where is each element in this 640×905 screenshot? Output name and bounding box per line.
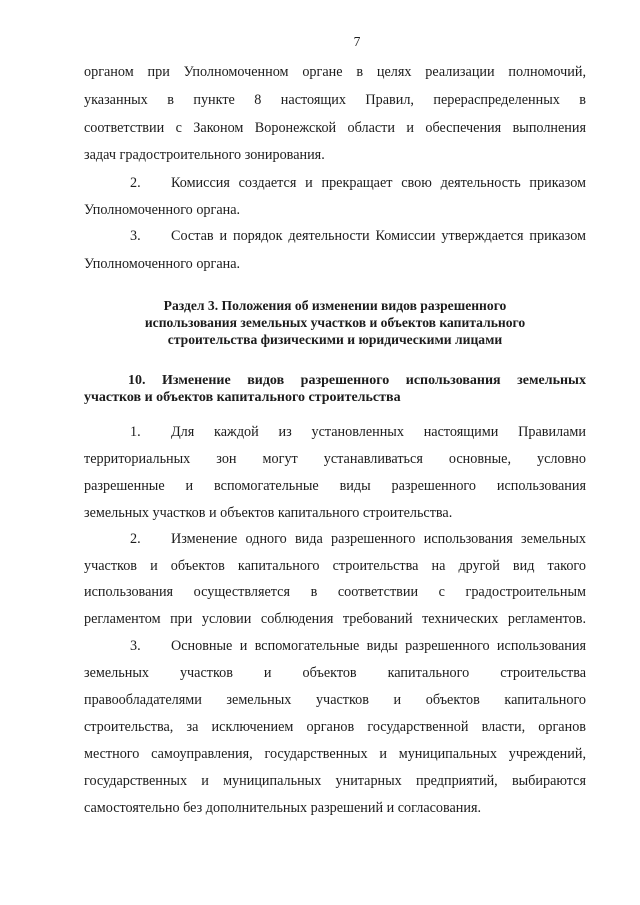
section-heading-line: Раздел 3. Положения об изменении видов разрешенного	[163, 298, 507, 313]
paragraph-line: строительства, за исключением органов государственной власти, органов	[84, 719, 586, 735]
paragraph-line: местного самоуправления, государственных и муниципальных учреждений,	[84, 746, 586, 762]
paragraph-line: земельных участков и объектов капитального строительства.	[84, 505, 453, 521]
paragraph-line: самостоятельно без дополнительных разрешений и согласования.	[84, 800, 482, 816]
list-item-line	[84, 423, 586, 441]
paragraph-line: использования осуществляется в соответствии с градостроительным	[84, 584, 586, 600]
item-number: 3.	[130, 638, 141, 654]
item-number: 2.	[130, 175, 141, 191]
item-number: 3.	[130, 228, 141, 244]
item-text: Комиссия создается и прекращает свою деятельность приказом	[171, 175, 586, 191]
subsection-heading-line: 10. Изменение видов разрешенного использования земельных	[128, 373, 586, 388]
paragraph-line: указанных в пункте 8 настоящих Правил, перераспределенных в	[84, 92, 586, 108]
paragraph-line: земельных участков и объектов капитального строительства	[84, 665, 586, 681]
paragraph-line: государственных и муниципальных унитарных предприятий, выбираются	[84, 773, 586, 789]
paragraph-line: органом при Уполномоченном органе в целях реализации полномочий,	[84, 64, 586, 80]
paragraph-line: территориальных зон могут устанавливаться основные, условно	[84, 451, 586, 467]
list-item-line	[84, 174, 586, 192]
paragraph-line: соответствии с Законом Воронежской области и обеспечения выполнения	[84, 120, 586, 136]
list-item-line	[84, 637, 586, 655]
paragraph-line: задач градостроительного зонирования.	[84, 147, 325, 163]
item-text: Для каждой из установленных настоящими Правилами	[171, 424, 586, 440]
item-text: Изменение одного вида разрешенного использования земельных	[171, 531, 586, 547]
item-number: 1.	[130, 424, 141, 440]
section-heading-line: строительства физическими и юридическими лицами	[167, 332, 503, 347]
paragraph-line: правообладателями земельных участков и объектов капитального	[84, 692, 586, 708]
list-item-line	[84, 227, 586, 245]
subsection-heading-line: участков и объектов капитального строительства	[84, 390, 401, 405]
paragraph-line: Уполномоченного органа.	[84, 256, 241, 272]
paragraph-line: Уполномоченного органа.	[84, 202, 241, 218]
list-item-line	[84, 530, 586, 548]
paragraph-line: разрешенные и вспомогательные виды разрешенного использования	[84, 478, 586, 494]
item-text: Основные и вспомогательные виды разрешенного использования	[171, 638, 586, 654]
section-heading-line: использования земельных участков и объектов капитального	[144, 315, 526, 330]
item-text: Состав и порядок деятельности Комиссии утверждается приказом	[171, 228, 586, 244]
item-number: 2.	[130, 531, 141, 547]
paragraph-line: регламентом при условии соблюдения требований технических регламентов.	[84, 611, 586, 627]
paragraph-line: участков и объектов капитального строительства на другой вид такого	[84, 558, 586, 574]
page-number: 7	[353, 34, 361, 49]
